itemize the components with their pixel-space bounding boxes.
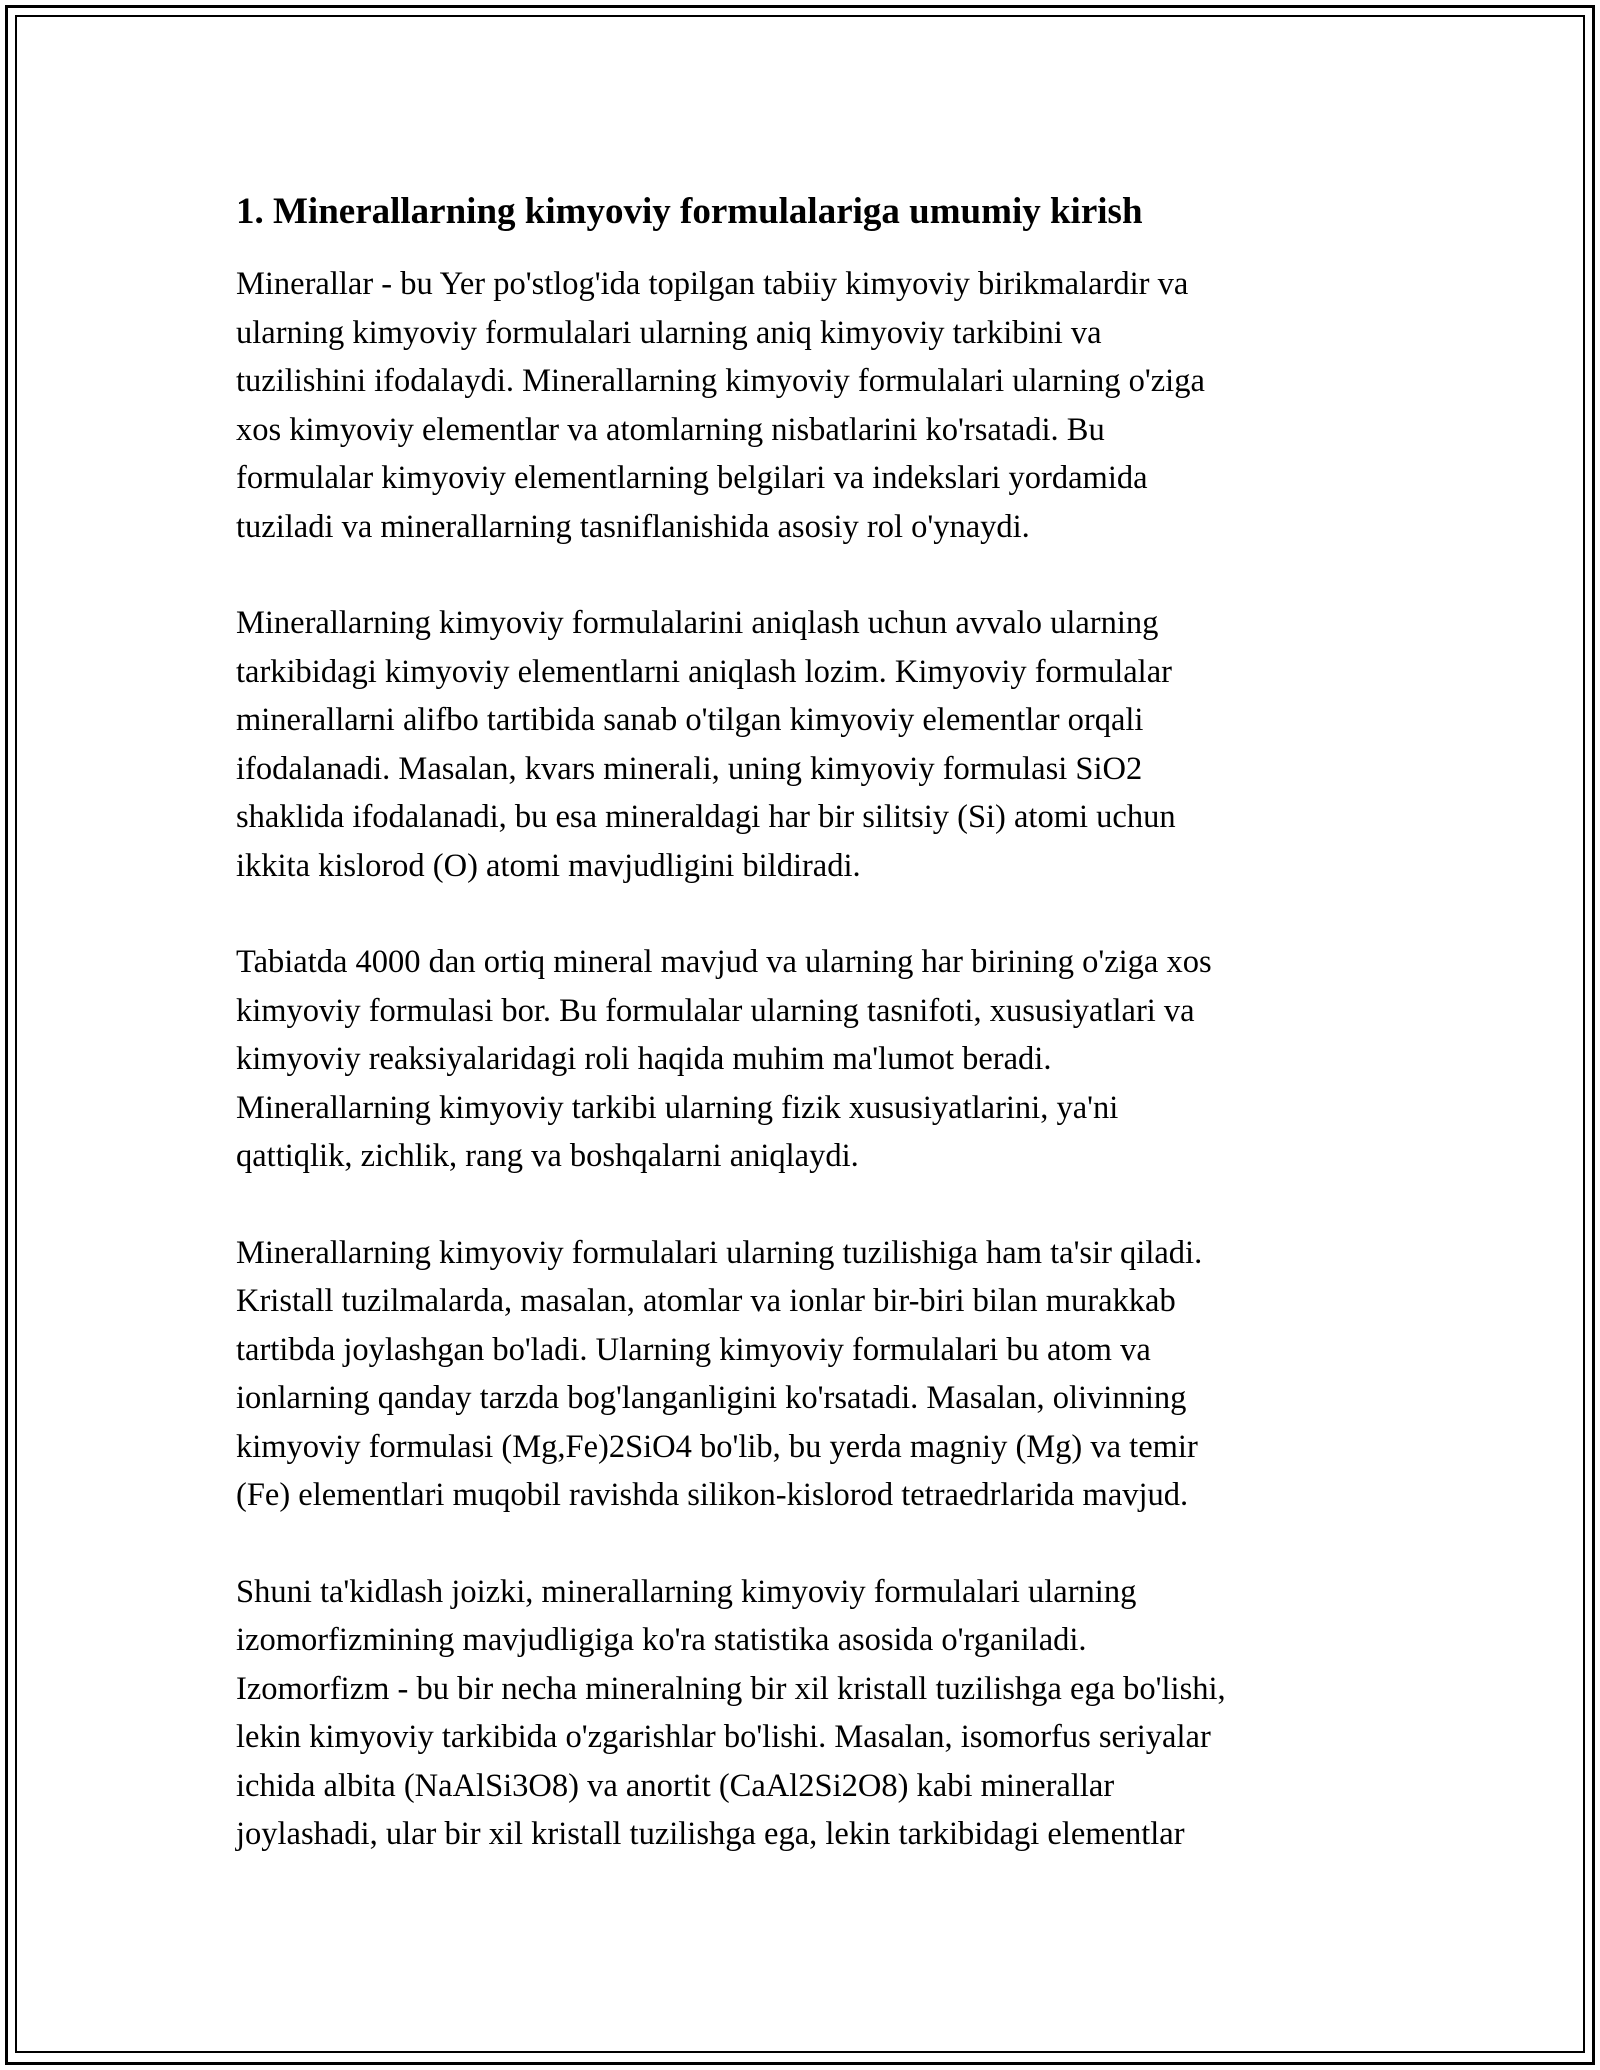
text-line: Minerallarning kimyoviy tarkibi ularning fizik xususiyatlarini, ya'ni bbox=[236, 1089, 1119, 1126]
text-line: tuzilishini ifodalaydi. Minerallarning kimyoviy formulalari ularning o'ziga bbox=[236, 363, 1205, 399]
paragraph-3 bbox=[236, 938, 1366, 1181]
document-body bbox=[236, 186, 1366, 1907]
text-line: ifodalanadi. Masalan, kvars minerali, uning kimyoviy formulasi SiO2 bbox=[236, 750, 1143, 787]
text-line: kimyoviy reaksiyalaridagi roli haqida muhim ma'lumot beradi. bbox=[236, 1041, 1052, 1077]
text-line: Tabiatda 4000 dan ortiq mineral mavjud va ularning har birining o'ziga xos bbox=[236, 944, 1212, 980]
text-line: tartibda joylashgan bo'ladi. Ularning kimyoviy formulalari bu atom va bbox=[236, 1331, 1151, 1368]
text-line: kimyoviy formulasi bor. Bu formulalar ularning tasnifoti, xususiyatlari va bbox=[236, 992, 1195, 1029]
text-line: formulalar kimyoviy elementlarning belgilari va indekslari yordamida bbox=[236, 460, 1148, 496]
text-line: tuziladi va minerallarning tasniflanishida asosiy rol o'ynaydi. bbox=[236, 508, 1030, 545]
text-line: kimyoviy formulasi (Mg,Fe)2SiO4 bo'lib, bu yerda magniy (Mg) va temir bbox=[236, 1428, 1198, 1465]
text-line: Minerallarning kimyoviy formulalarini aniqlash uchun avvalo ularning bbox=[236, 605, 1159, 641]
section-heading: 1. Minerallarning kimyoviy formulalariga umumiy kirish bbox=[236, 191, 1143, 232]
text-line: minerallarni alifbo tartibida sanab o'tilgan kimyoviy elementlar orqali bbox=[236, 702, 1144, 738]
paragraph-4 bbox=[236, 1229, 1366, 1520]
text-line: qattiqlik, zichlik, rang va boshqalarni aniqlaydi. bbox=[236, 1138, 859, 1174]
text-line: Shuni ta'kidlash joizki, minerallarning kimyoviy formulalari ularning bbox=[236, 1573, 1137, 1610]
text-line: ichida albita (NaAlSi3O8) va anortit (CaAl2Si2O8) kabi minerallar bbox=[236, 1767, 1115, 1804]
text-line: shaklida ifodalanadi, bu esa mineraldagi har bir silitsiy (Si) atomi uchun bbox=[236, 799, 1176, 835]
text-line: Minerallarning kimyoviy formulalari ularning tuzilishiga ham ta'sir qiladi. bbox=[236, 1234, 1203, 1271]
text-line: Kristall tuzilmalarda, masalan, atomlar va ionlar bir-biri bilan murakkab bbox=[236, 1283, 1176, 1319]
text-line: ionlarning qanday tarzda bog'langanligini ko'rsatadi. Masalan, olivinning bbox=[236, 1380, 1187, 1416]
text-line: Izomorfizm - bu bir necha mineralning bir xil kristall tuzilishga ega bo'lishi, bbox=[236, 1670, 1226, 1707]
paragraph-1 bbox=[236, 260, 1366, 551]
text-line: ikkita kislorod (O) atomi mavjudligini bildiradi. bbox=[236, 847, 861, 884]
text-line: lekin kimyoviy tarkibida o'zgarishlar bo'lishi. Masalan, isomorfus seriyalar bbox=[236, 1719, 1211, 1755]
paragraph-2 bbox=[236, 599, 1366, 890]
text-line: izomorfizmining mavjudligiga ko'ra statistika asosida o'rganiladi. bbox=[236, 1622, 1087, 1658]
text-line: tarkibidagi kimyoviy elementlarni aniqlash lozim. Kimyoviy formulalar bbox=[236, 653, 1172, 690]
text-line: Minerallar - bu Yer po'stlog'ida topilgan tabiiy kimyoviy birikmalardir va bbox=[236, 266, 1189, 302]
text-line: xos kimyoviy elementlar va atomlarning nisbatlarini ko'rsatadi. Bu bbox=[236, 411, 1105, 448]
text-line: ularning kimyoviy formulalari ularning aniq kimyoviy tarkibini va bbox=[236, 314, 1102, 351]
text-line: (Fe) elementlari muqobil ravishda silikon-kislorod tetraedrlarida mavjud. bbox=[236, 1477, 1189, 1513]
text-line: joylashadi, ular bir xil kristall tuzilishga ega, lekin tarkibidagi elementlar bbox=[236, 1816, 1185, 1852]
paragraph-5 bbox=[236, 1568, 1366, 1859]
